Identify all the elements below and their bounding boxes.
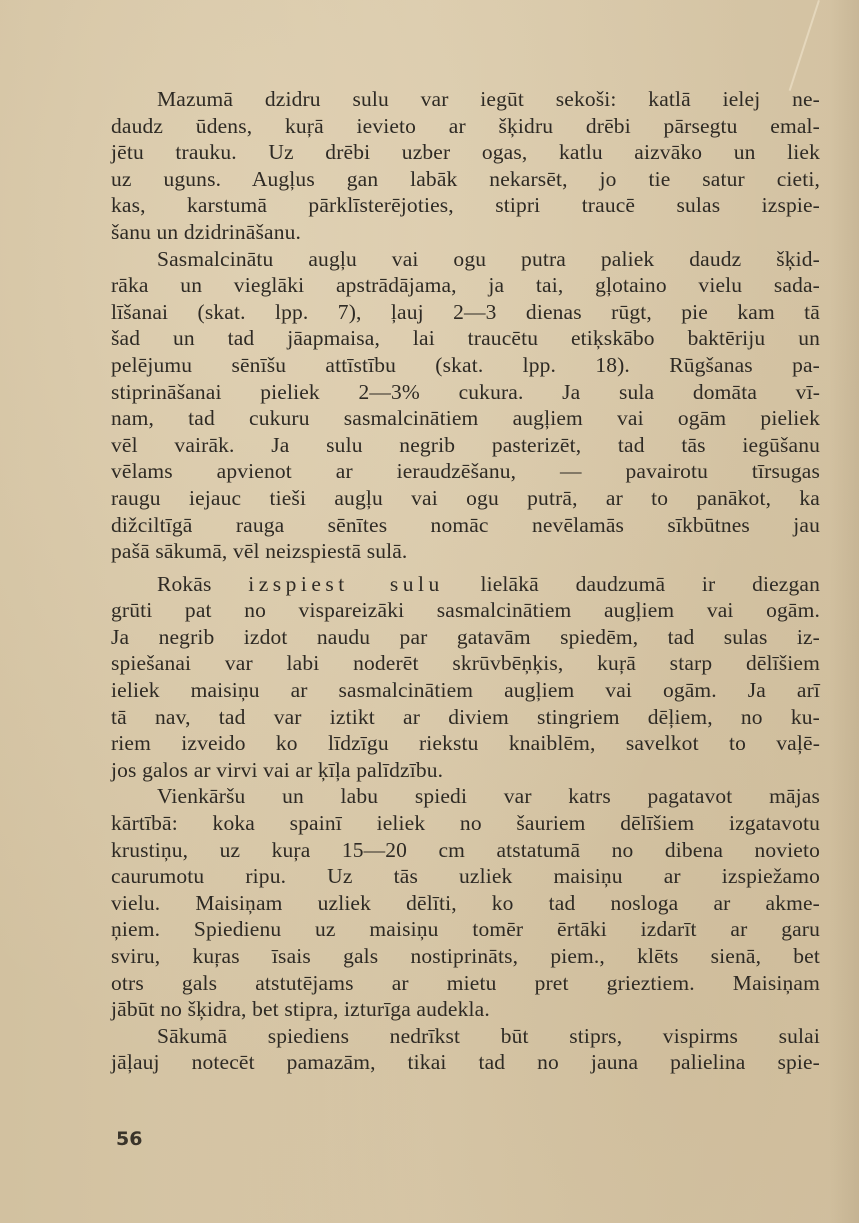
text-line: nam, tad cukuru sasmalcinātiem augļiem vai ogām pieliek: [111, 406, 820, 431]
text-line: pašā sākumā, vēl neizspiestā sulā.: [111, 539, 408, 564]
text-line: rāka un vieglāki apstrādājama, ja tai, gļotaino vielu sada-: [111, 273, 820, 298]
paragraph-5: [111, 1023, 820, 1076]
text-line: uz uguns. Augļus gan labāk nekarsēt, jo tie satur cieti,: [111, 166, 820, 191]
text-line: riem izveido ko līdzīgu riekstu knaiblēm, savelkot to vaļē-: [111, 731, 820, 756]
text-line: jos galos ar virvi vai ar ķīļa palīdzību.: [111, 757, 444, 782]
paragraph-2: [111, 246, 820, 565]
text-run: lielākā daudzumā ir diezgan: [443, 571, 820, 596]
text-line: [111, 571, 820, 598]
paper-crease: [789, 0, 820, 91]
text-line: tā nav, tad var iztikt ar diviem stingriem dēļiem, no ku-: [111, 704, 820, 729]
text-line: vielu. Maisiņam uzliek dēlīti, ko tad nosloga ar akme-: [111, 890, 820, 915]
paragraph-3: [111, 571, 820, 784]
text-line: otrs gals atstutējams ar mietu pret grieztiem. Maisiņam: [111, 970, 820, 995]
text-line: kas, karstumā pārklīsterējoties, stipri traucē sulas izspie-: [111, 193, 820, 218]
text-line: grūti pat no vispareizāki sasmalcinātiem augļiem vai ogām.: [111, 598, 820, 623]
text-line: jāļauj notecēt pamazām, tikai tad no jauna palielina spie-: [111, 1050, 820, 1075]
text-line: Sasmalcinātu augļu vai ogu putra paliek daudz šķid-: [157, 246, 820, 271]
text-line: daudz ūdens, kuŗā ievieto ar šķidru drēbi pārsegtu emal-: [111, 113, 820, 138]
text-line: šanu un dzidrināšanu.: [111, 219, 302, 244]
text-line: dižciltīgā rauga sēnītes nomāc nevēlamās sīkbūtnes jau: [111, 512, 820, 537]
text-line: pelējumu sēnīšu attīstību (skat. lpp. 18). Rūgšanas pa-: [111, 352, 820, 377]
text-line: sviru, kuŗas īsais gals nostiprināts, piem., klēts sienā, bet: [111, 944, 820, 968]
text-line: Sākumā spiediens nedrīkst būt stiprs, vispirms sulai: [157, 1023, 820, 1048]
text-line: stiprināšanai pieliek 2—3% cukura. Ja sula domāta vī-: [111, 379, 820, 404]
text-line: līšanai (skat. lpp. 7), ļauj 2—3 dienas rūgt, pie kam tā: [111, 299, 820, 324]
text-line: ņiem. Spiedienu uz maisiņu tomēr ērtāki izdarīt ar garu: [111, 917, 820, 942]
text-line: Vienkāršu un labu spiedi var katrs pagatavot mājas: [157, 784, 820, 809]
text-line: vēl vairāk. Ja sulu negrib pasterizēt, tad tās iegūšanu: [111, 432, 820, 457]
text-line: raugu iejauc tieši augļu vai ogu putrā, ar to panākot, ka: [111, 485, 820, 510]
text-line: caurumotu ripu. Uz tās uzliek maisiņu ar izspiežamo: [111, 864, 820, 889]
body-text: [111, 86, 820, 1076]
text-line: jābūt no šķidra, bet stipra, izturīga audekla.: [111, 997, 490, 1022]
text-line: spiešanai var labi noderēt skrūvbēņķis, kuŗā starp dēlīšiem: [111, 651, 820, 676]
paragraph-4: [111, 783, 820, 1022]
emphasized-spaced-text: izspiest sulu: [248, 571, 444, 596]
paragraph-1: [111, 86, 820, 246]
page-number: 56: [116, 1128, 143, 1150]
text-line: krustiņu, uz kuŗa 15—20 cm atstatumā no dibena novieto: [111, 837, 820, 862]
text-line: jētu trauku. Uz drēbi uzber ogas, katlu aizvāko un liek: [111, 140, 820, 165]
text-run: Rokās: [157, 571, 249, 596]
text-line: Ja negrib izdot naudu par gatavām spiedēm, tad sulas iz-: [111, 624, 820, 649]
page-edge-shadow: [829, 0, 859, 1223]
text-line: vēlams apvienot ar ieraudzēšanu, — pavairotu tīrsugas: [111, 459, 820, 484]
text-line: kārtībā: koka spainī ieliek no šauriem dēlīšiem izgatavotu: [111, 811, 820, 836]
text-line: ieliek maisiņu ar sasmalcinātiem augļiem vai ogām. Ja arī: [111, 678, 820, 703]
text-line: šad un tad jāapmaisa, lai traucētu etiķskābo baktēriju un: [111, 326, 820, 351]
text-line: Mazumā dzidru sulu var iegūt sekoši: katlā ielej ne-: [157, 87, 820, 111]
